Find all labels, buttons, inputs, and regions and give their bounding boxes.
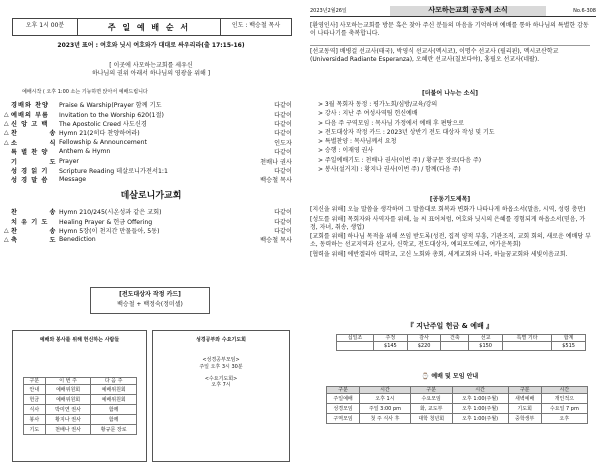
service-item-leader: 다같이	[274, 227, 292, 235]
duty-cell: 천배나 권사	[45, 425, 91, 435]
service-order-row	[4, 166, 292, 175]
service-item-title: 치 유 기 도	[11, 218, 49, 226]
schedule-cell: 새벽예배	[508, 394, 541, 404]
sharing-title: [더불어 나누는 소식]	[421, 90, 479, 97]
standing-mark: △	[4, 226, 9, 234]
schedule-cell: 개인적으	[541, 394, 587, 404]
service-order-row	[4, 175, 292, 184]
offering-title: 『 지난주일 헌금 & 예배 』	[406, 322, 494, 330]
sharing-item: > 전도대상자 작정 카드 : 2023년 상반기 전도 대상자 작성 및 기도	[318, 128, 495, 136]
duty-table	[23, 377, 137, 435]
schedule-cell: 오후 1:00(주월)	[452, 414, 508, 424]
prayer-item: [성도를 위해] 목회자와 사역자를 위해, 늘 씨 표어처럼, 여호와 닛시의 은혜를 경험되게 하옵소서(믿음, 가정, 자녀, 취송, 생업)	[310, 215, 586, 231]
service-order-row	[4, 119, 292, 128]
service-item-title: 특 별 찬 양	[11, 149, 49, 157]
prayer-item: [교회를 위해] 하나님 목적을 위해 쓰임 받도록(성전, 집적 양적 부흥, 기관조직, 교회 회의, 새로운 예배당 부소, 동력하는 선교지역과 선교사, 신학교, 전도대상자, 예피포도예교, 여가운목회)	[310, 233, 591, 249]
service-time: 오후 1시 00분	[13, 19, 78, 35]
section-title: 데살로니가교회	[120, 191, 182, 201]
offering-value-row	[337, 342, 586, 351]
duty-cell: 예배위원회	[91, 385, 137, 395]
evangelism-names: 백승철 + 백정숙(정미셀)	[117, 300, 183, 308]
offering-header-cell: 감사	[407, 335, 441, 342]
schedule-cell: 첫 주 식사 후	[360, 414, 411, 424]
schedule-header-cell: 구분	[508, 387, 541, 394]
service-order-title: 주 일 예 배 순 서	[107, 22, 191, 32]
schedule-row	[327, 414, 588, 424]
schedule-cell: 대학 청년회	[410, 414, 452, 424]
prayer-item: [협력을 위해] 에반겔리아 대학교, 고신 노회와 총회, 세계교회와 나라, 하늘꿈교회와 세빛이음교회.	[310, 250, 568, 258]
service-order-row	[4, 138, 292, 147]
news-title: 사모하는교회 공동체 소식	[390, 6, 546, 15]
duty-cell: 식사	[24, 405, 46, 415]
offering-value-cell	[441, 342, 469, 351]
offering-header-cell: 주정	[374, 335, 408, 342]
offering-header-row	[337, 335, 586, 342]
clock-icon: ⌚	[421, 373, 430, 380]
schedule-header-cell: 구분	[410, 387, 452, 394]
duty-row	[24, 385, 137, 395]
service-item-content: Anthem & Hymn	[59, 148, 111, 156]
standing-mark: △	[4, 129, 9, 137]
duty-header-cell: 다 음 주	[91, 378, 137, 385]
meeting-item: <성경공부모임>	[202, 357, 240, 364]
duty-box	[12, 330, 147, 462]
service-item-content: Scripture Reading 데살로니가전서1:1	[59, 167, 168, 175]
service-item-content: Fellowship & Announcement	[59, 138, 147, 146]
welcome-text: [환영인사] 사모하는교회를 방문 혹은 찾아 주신 분들의 마음을 기억하며 예배를 통하 하나님의 특별한 감동이 나타나기를 축복합니다.	[310, 22, 589, 37]
service-order-row	[4, 226, 292, 235]
duty-row	[24, 405, 137, 415]
bulletin-date: 2023년2월26일	[310, 7, 347, 14]
service-item-title: 신 앙 고 백	[11, 120, 49, 128]
offering-value-cell	[502, 342, 551, 351]
offering-header-cell: 합계	[552, 335, 586, 342]
schedule-table	[326, 386, 588, 424]
duty-cell: 박미연 권사	[45, 405, 91, 415]
schedule-header-row	[327, 387, 588, 394]
meeting-item: 주일 오후 3시 30분	[199, 363, 243, 370]
service-item-title: 예배의 부름	[11, 111, 50, 119]
duty-header-cell: 구분	[24, 378, 46, 385]
sharing-item: > 다음 주 구역모임 : 목사님 가정에서 예배 후 편탕으로	[318, 119, 464, 127]
service-order-row	[4, 207, 292, 216]
meeting-box	[152, 330, 290, 462]
schedule-cell: 기도회	[508, 404, 541, 414]
duty-header-row	[24, 378, 137, 385]
prayer-list	[310, 206, 592, 261]
service-item-leader: 다같이	[274, 130, 292, 138]
intro-text	[12, 62, 290, 78]
prayer-title: [공동기도제목]	[429, 196, 471, 203]
sharing-item: > 봉사(설거지) : 황지나 권사(이번 주) / 함께(다음 주)	[318, 166, 461, 174]
service-item-content: Healing Prayer & 헌금 Offering	[59, 218, 153, 226]
service-order-row	[4, 216, 292, 225]
meeting-info	[153, 357, 289, 388]
schedule-title	[310, 373, 590, 381]
duty-cell: 헌금	[24, 395, 46, 405]
schedule-cell: 수요일 7 pm	[541, 404, 587, 414]
schedule-cell: 오후 1시	[360, 394, 411, 404]
duty-cell: 함께	[91, 415, 137, 425]
duty-header-cell: 이 번 주	[45, 378, 91, 385]
duty-cell: 예배위원회	[45, 385, 91, 395]
service-item-title: 소 식	[11, 139, 57, 147]
schedule-cell: 오후 1:00(주월)	[452, 394, 508, 404]
service-item-content: Hymn 5장(이 천지간 만물들아, 5동)	[59, 227, 160, 235]
schedule-header-cell: 시간	[360, 387, 411, 394]
duty-title: 예배와 봉사를 위해 헌신하는 사람들	[39, 337, 120, 343]
schedule-cell: 주일예배	[327, 394, 360, 404]
intro-line-2: 하나님의 권위 아래서 하나님의 영광을 위해 ]	[91, 69, 211, 77]
sharing-list	[318, 101, 592, 175]
service-order-row	[4, 128, 292, 137]
service-item-content: Hymn 21(2히다 찬양하여라)	[59, 130, 140, 138]
duty-row	[24, 415, 137, 425]
schedule-cell: 오후 1:00(주월)	[452, 404, 508, 414]
worship-note: 예배시작 ( 오후 1:00 소는 기능하면 앉아서 예배드립니다	[22, 89, 148, 95]
service-item-leader: 천배나 권사	[260, 158, 292, 166]
service-item-content: Praise & Warship(Prayer 함께 기도	[59, 102, 162, 110]
service-order-row	[4, 147, 292, 156]
sharing-item: > 주일예배기도 : 천배나 권사(이번 주) / 황규문 장로(다음 주)	[318, 156, 482, 164]
sharing-item: > 강사 : 지난 주 여성사역팀 헌신예배	[318, 110, 418, 118]
offering-header-cell: 특별 기타	[502, 335, 551, 342]
bulletin-left-page	[2, 0, 292, 464]
schedule-cell: 화, 교도부	[410, 404, 452, 414]
evangelism-card	[90, 287, 210, 314]
schedule-header-cell: 시간	[541, 387, 587, 394]
schedule-header-cell: 구분	[327, 387, 360, 394]
service-order-row	[4, 109, 292, 118]
service-leader: 인도 : 백승철 목사	[220, 19, 291, 35]
offering-value-cell	[337, 342, 374, 351]
service-order-list-2	[4, 207, 292, 245]
schedule-cell: 중학생부	[508, 414, 541, 424]
service-item-title: 찬 송	[11, 227, 57, 235]
duty-cell: 봉사	[24, 415, 46, 425]
service-item-content: Prayer	[59, 157, 79, 165]
schedule-row	[327, 394, 588, 404]
schedule-cell: 성경모임	[327, 404, 360, 414]
offering-header-cell: 선교	[469, 335, 503, 342]
service-item-title: 찬 송	[11, 130, 57, 138]
service-item-content: Invitation to the Worship 620(1절)	[59, 111, 164, 119]
service-order-header	[12, 18, 292, 36]
bulletin-number: No.6-308	[573, 7, 596, 14]
duty-cell: 함께	[91, 405, 137, 415]
service-item-title: 축 도	[11, 237, 57, 245]
service-item-leader: 다같이	[274, 102, 292, 110]
service-item-content: Benediction	[59, 236, 96, 244]
offering-value-cell: $515	[552, 342, 586, 351]
duty-cell: 예배위원회	[91, 395, 137, 405]
sharing-item: > 승행 : 이재영 권사	[318, 147, 374, 155]
duty-cell: 황규문 장로	[91, 425, 137, 435]
service-order-row	[4, 100, 292, 109]
sharing-item: > 특별찬양 : 목사님께서 요청	[318, 138, 397, 146]
duty-cell: 기도	[24, 425, 46, 435]
meeting-item: <수요기도회>	[204, 375, 238, 382]
service-order-list	[4, 100, 292, 185]
service-item-leader: 다같이	[274, 167, 292, 175]
duty-row	[24, 395, 137, 405]
offering-value-cell: $220	[407, 342, 441, 351]
offering-value-cell: $145	[374, 342, 408, 351]
service-item-leader: 다같이	[274, 111, 292, 119]
service-item-title: 찬 송	[11, 209, 57, 217]
schedule-cell: 수요모임	[410, 394, 452, 404]
service-item-leader: 다같이	[274, 209, 292, 217]
evangelism-title: [전도대상자 작정 카드]	[119, 291, 181, 298]
service-order-row	[4, 156, 292, 165]
prayer-item: [지신을 위해] 오늘 말씀을 생각하며 그 말씀대로 회복과 변화가 나타나게 하옵소서(말음, 시역, 성령 충만)	[310, 206, 586, 213]
schedule-cell: 오후	[541, 414, 587, 424]
service-item-title: 경배와 찬양	[11, 102, 50, 110]
service-item-leader: 다같이	[274, 149, 292, 157]
service-item-leader: 백승철 목사	[260, 177, 292, 185]
service-item-leader: 백승철 목사	[260, 237, 292, 245]
service-item-leader: 다같이	[274, 218, 292, 226]
service-item-title: 성 경 말 씀	[11, 177, 49, 185]
service-item-title: 기 도	[11, 158, 57, 166]
schedule-cell: 주일 3:00 pm	[360, 404, 411, 414]
duty-row	[24, 425, 137, 435]
service-item-content: The Apostolic Creed 사도신경	[59, 120, 147, 128]
service-item-title: 성 경 읽 기	[11, 167, 49, 175]
offering-header-cell: 십일조	[337, 335, 374, 342]
service-order-row	[4, 235, 292, 244]
duty-cell: 황지나 권사	[45, 415, 91, 425]
meeting-title: 성경공부와 수요기도회	[195, 337, 247, 343]
service-item-leader: 다같이	[274, 120, 292, 128]
missionary-text: [선교동역] 배병걸 선교사(태국), 박영식 선교사(멕시코), 이명수 선교사 (필리핀), 멕시코산학교(Universidad Radiante Esperanza), 오혜란 선교사(칠보다야), 홍필오 선교사(네팔).	[310, 45, 590, 64]
schedule-header-cell: 시간	[452, 387, 508, 394]
service-item-leader: 인도자	[274, 139, 292, 147]
standing-mark: △	[4, 110, 9, 118]
duty-cell: 안내	[24, 385, 46, 395]
service-item-content: Hymn 210/245(시온성과 같은 교회)	[59, 209, 162, 217]
schedule-title-text: 예배 및 모임 안내	[431, 373, 479, 380]
news-header	[310, 6, 596, 17]
duty-cell: 예배위원회	[45, 395, 91, 405]
standing-mark: △	[4, 236, 9, 244]
meeting-item: 오후 7시	[211, 382, 231, 388]
intro-line-1: [ 이곳에 사모하는교회를 세우신	[109, 62, 193, 69]
bulletin-right-page	[306, 0, 596, 464]
offering-value-cell: $150	[469, 342, 503, 351]
standing-mark: △	[4, 138, 9, 146]
schedule-cell: 구역모임	[327, 414, 360, 424]
offering-table	[336, 334, 586, 351]
yearly-theme: 2023년 표어 : 여호와 닛시 여호와가 대대로 싸우리라(출 17:15-16)	[57, 42, 245, 49]
sharing-item: > 3월 목회자 동정 : 평가노회/심방/교육/강의	[318, 101, 438, 108]
standing-mark: △	[4, 119, 9, 127]
service-item-content: Message	[59, 176, 87, 184]
schedule-row	[327, 404, 588, 414]
offering-header-cell: 건축	[441, 335, 469, 342]
